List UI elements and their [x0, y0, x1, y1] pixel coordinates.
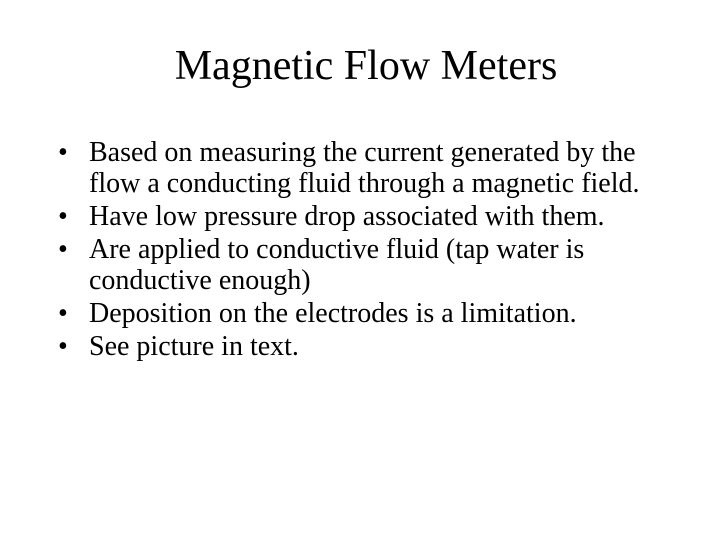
bullet-marker: • — [58, 298, 68, 329]
bullet-list — [58, 137, 678, 364]
bullet-item — [58, 201, 678, 232]
bullet-marker: • — [58, 137, 68, 168]
bullet-marker: • — [58, 234, 68, 265]
bullet-text: Based on measuring the current generated by the flow a conducting fluid through a magnetic field. — [89, 137, 640, 199]
bullet-marker: • — [58, 201, 68, 232]
bullet-text: Are applied to conductive fluid (tap water is conductive enough) — [89, 234, 585, 296]
bullet-item — [58, 331, 678, 362]
bullet-text: Deposition on the electrodes is a limitation. — [89, 298, 577, 329]
bullet-item — [58, 298, 678, 329]
slide-title: Magnetic Flow Meters — [174, 43, 558, 89]
bullet-marker: • — [58, 331, 68, 362]
bullet-item — [58, 137, 678, 199]
bullet-item — [58, 234, 678, 296]
bullet-text: See picture in text. — [89, 331, 299, 362]
bullet-text: Have low pressure drop associated with them. — [89, 201, 605, 232]
